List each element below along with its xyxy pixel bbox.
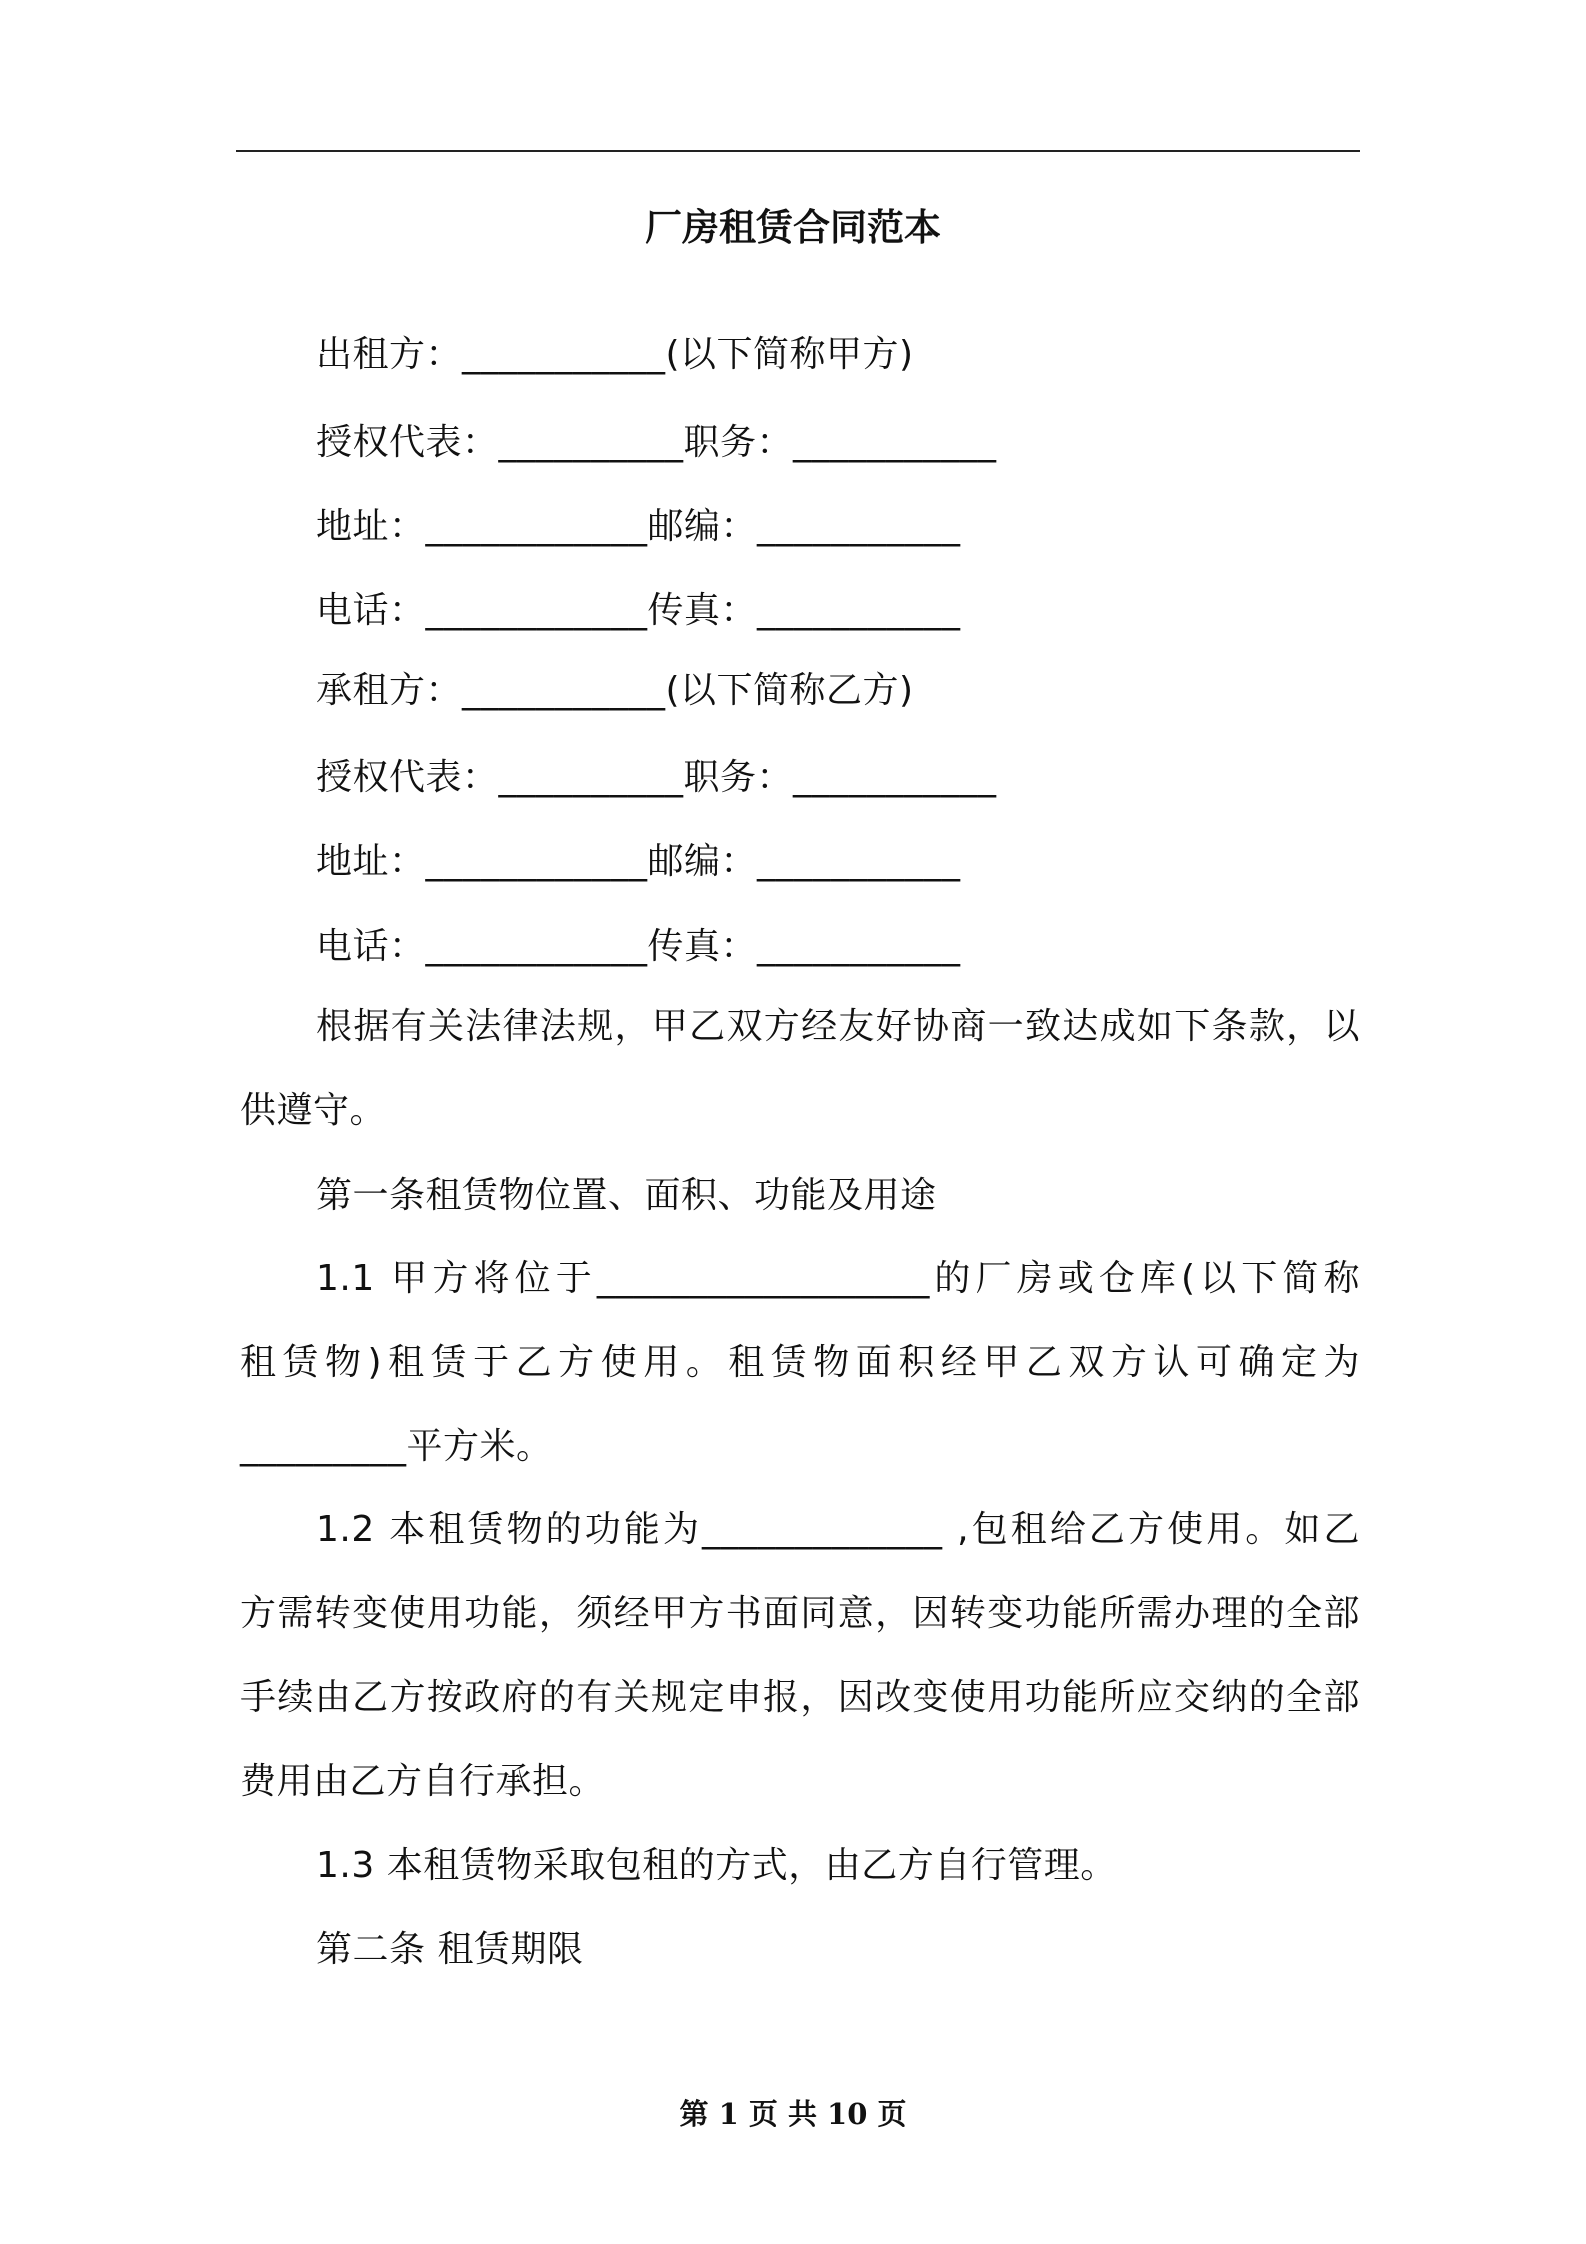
clause-1-2 [240,1488,1360,1824]
lessee-phone-field: 电话：____________传真：___________ [316,926,961,967]
lessee-field: 承租方：___________(以下简称乙方) [316,670,914,711]
clause-line: 1.2 本租赁物的功能为_____________ ,包租给乙方使用。如乙 [316,1509,1360,1550]
document-title: 厂房租赁合同范本 [645,206,941,249]
page-number-footer: 第 1 页 共 10 页 [679,2097,907,2131]
lessor-phone-field: 电话：____________传真：___________ [316,590,961,631]
clause-line: 手续由乙方按政府的有关规定申报，因改变使用功能所应交纳的全部 [240,1677,1360,1718]
clause-line: 1.1 甲方将位于__________________的厂房或仓库(以下简称 [316,1258,1360,1299]
lessor-address-field: 地址：____________邮编：___________ [316,506,961,547]
article-1-heading: 第一条租赁物位置、面积、功能及用途 [316,1175,937,1216]
clause-line: 费用由乙方自行承担。 [240,1761,606,1802]
lessor-representative-field: 授权代表：__________职务：___________ [316,422,997,463]
clause-line: _________平方米。 [240,1426,553,1467]
intro-paragraph [240,985,1360,1153]
clause-line: 租赁物)租赁于乙方使用。租赁物面积经甲乙双方认可确定为 [240,1342,1360,1383]
header-rule [236,150,1360,152]
article-2-heading: 第二条 租赁期限 [316,1929,584,1970]
lessor-field: 出租方：___________(以下简称甲方) [316,334,914,375]
lessee-representative-field: 授权代表：__________职务：___________ [316,757,997,798]
clause-1-1 [240,1237,1360,1489]
intro-line: 根据有关法律法规，甲乙双方经友好协商一致达成如下条款，以 [316,1006,1360,1047]
lessee-address-field: 地址：____________邮编：___________ [316,841,961,882]
clause-line: 方需转变使用功能，须经甲方书面同意，因转变功能所需办理的全部 [240,1593,1360,1634]
clause-1-3: 1.3 本租赁物采取包租的方式，由乙方自行管理。 [316,1845,1117,1886]
intro-line: 供遵守。 [240,1090,387,1131]
